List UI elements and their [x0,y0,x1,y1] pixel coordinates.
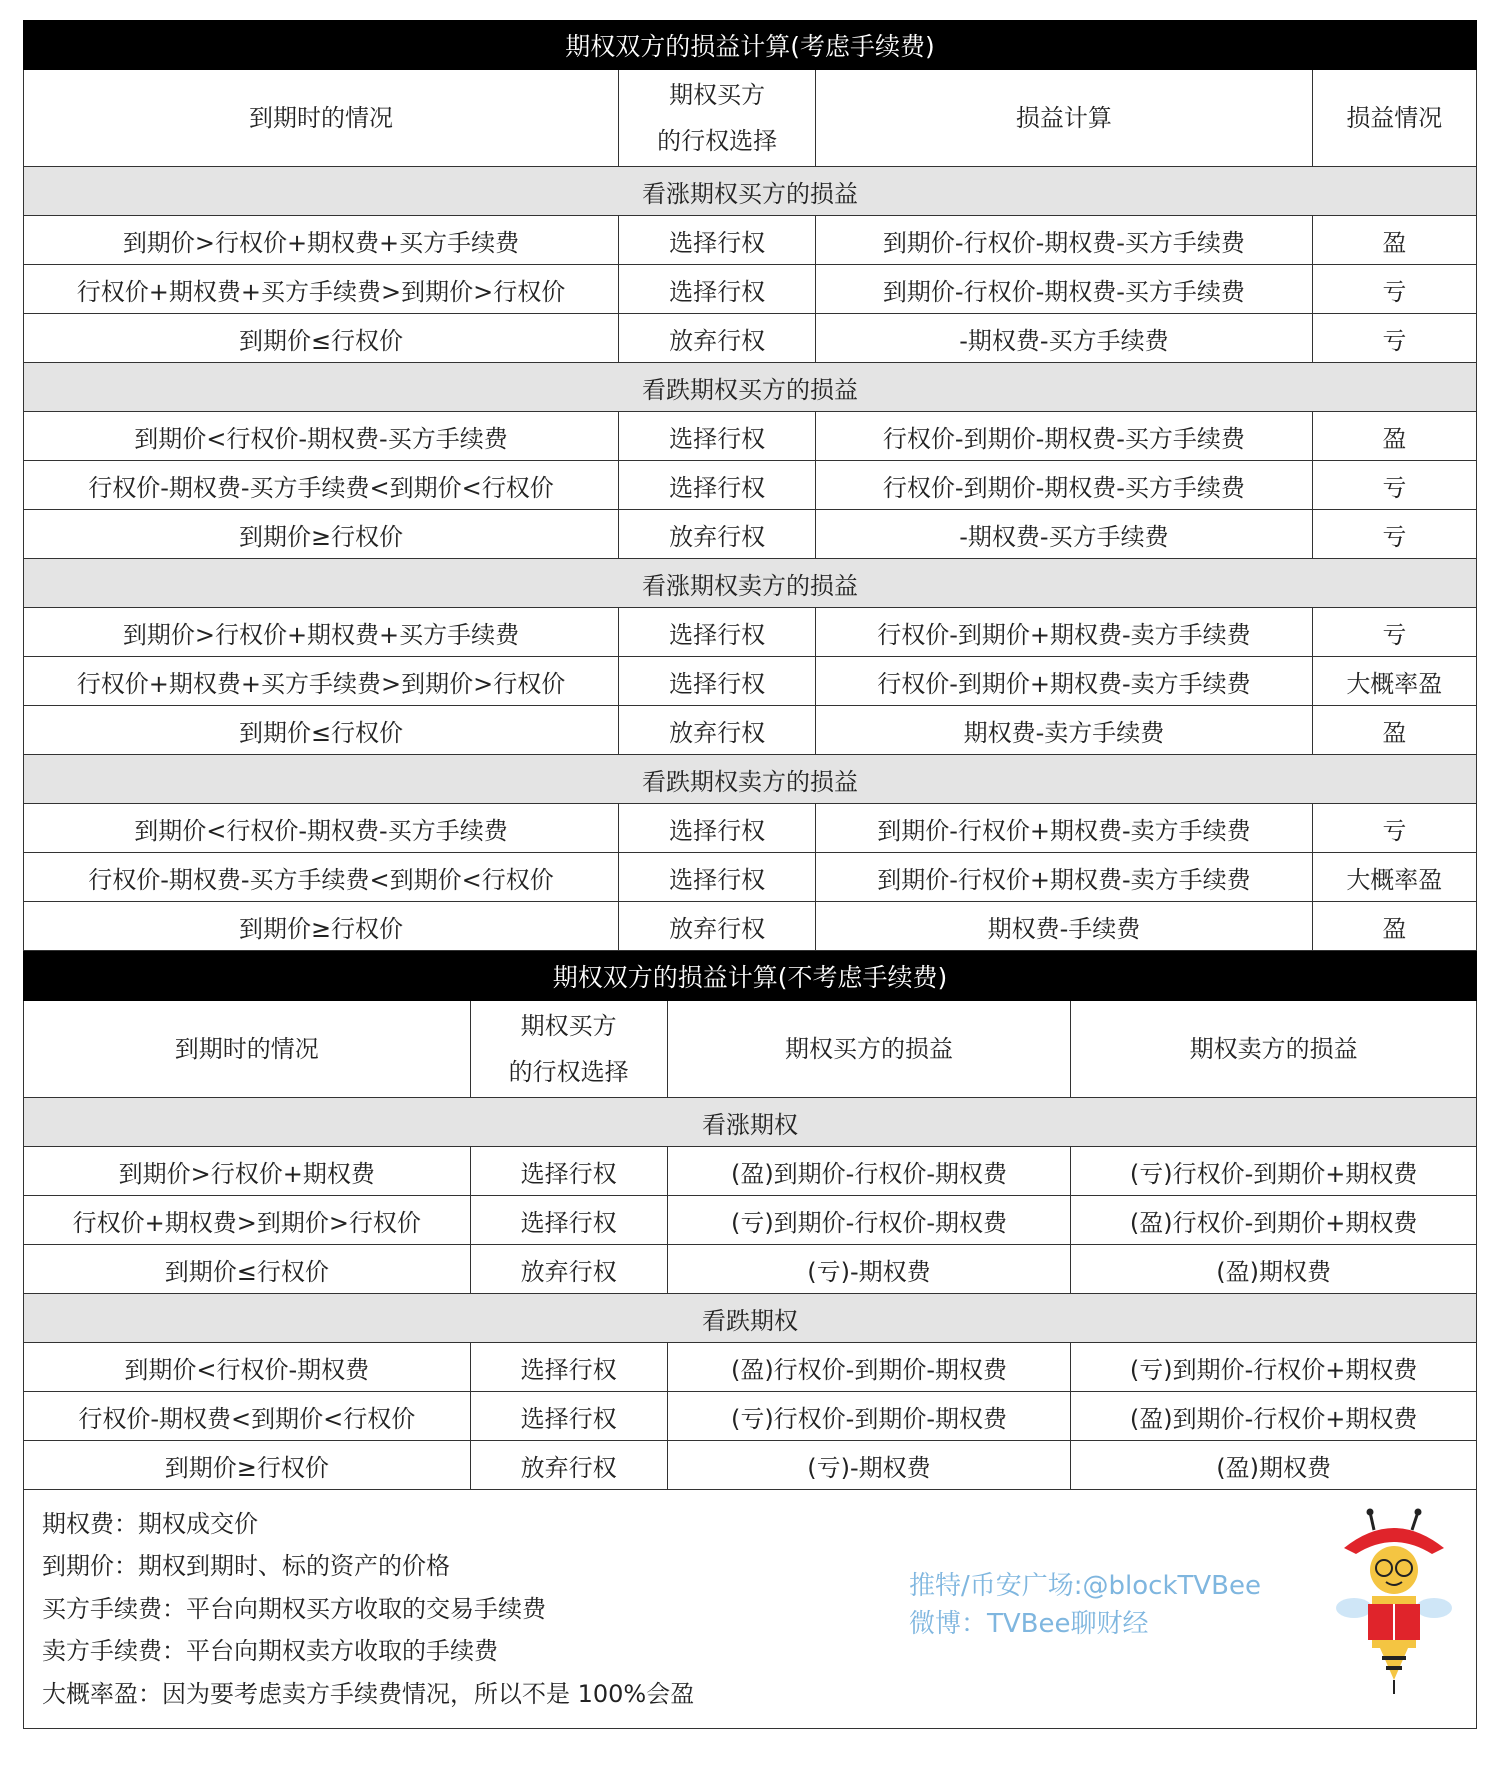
table-row [24,1392,1477,1441]
table-cell: (亏)-期权费 [667,1441,1070,1490]
table-cell: (盈)期权费 [1071,1245,1477,1294]
table-cell: 到期价≤行权价 [24,1245,471,1294]
note-line: 卖方手续费：平台向期权卖方收取的手续费 [42,1637,498,1665]
table-row [24,608,1477,657]
weibo-credit: 微博：TVBee聊财经 [909,1609,1149,1639]
table-cell: 到期价≤行权价 [24,314,619,363]
table-cell: (亏)到期价-行权价-期权费 [667,1196,1070,1245]
table-cell: (亏)行权价-到期价-期权费 [667,1392,1070,1441]
notes-panel [23,1490,1477,1729]
table-cell: (亏)到期价-行权价+期权费 [1071,1343,1477,1392]
section-title: 看涨期权卖方的损益 [24,559,1477,608]
note-line: 大概率盈：因为要考虑卖方手续费情况，所以不是 100%会盈 [42,1680,695,1708]
table-cell: 到期价>行权价+期权费+买方手续费 [24,608,619,657]
table-cell: -期权费-买方手续费 [816,314,1312,363]
table-cell: 选择行权 [619,853,816,902]
section-title: 看跌期权卖方的损益 [24,755,1477,804]
table-cell: 行权价+期权费>到期价>行权价 [24,1196,471,1245]
header-row [24,70,1477,167]
table-cell: 大概率盈 [1312,657,1476,706]
table-cell: 到期价-行权价+期权费-卖方手续费 [816,804,1312,853]
section-row [24,755,1477,804]
section-row [24,1294,1477,1343]
table-cell: 到期价<行权价-期权费 [24,1343,471,1392]
table-cell: 选择行权 [470,1392,667,1441]
table-cell: (盈)到期价-行权价-期权费 [667,1147,1070,1196]
table-cell: 放弃行权 [619,314,816,363]
table-cell: 到期价≥行权价 [24,1441,471,1490]
table-cell: 亏 [1312,265,1476,314]
twitter-credit: 推特/币安广场:@blockTVBee [909,1571,1262,1601]
table-cell: 盈 [1312,902,1476,951]
table-cell: 放弃行权 [619,706,816,755]
table-cell: 行权价-期权费-买方手续费<到期价<行权价 [24,461,619,510]
table-cell: 放弃行权 [619,902,816,951]
table-row [24,1343,1477,1392]
table-row [24,216,1477,265]
table-cell: 选择行权 [619,412,816,461]
table-cell: 盈 [1312,706,1476,755]
table-row [24,265,1477,314]
table-row [24,706,1477,755]
section-row [24,363,1477,412]
table-without-fees [23,951,1477,1490]
table-cell: (亏)-期权费 [667,1245,1070,1294]
note-line: 到期价：期权到期时、标的资产的价格 [42,1552,450,1580]
table-cell: 亏 [1312,510,1476,559]
table-cell: 到期价≥行权价 [24,510,619,559]
table-cell: 选择行权 [470,1343,667,1392]
table-cell: 行权价-到期价+期权费-卖方手续费 [816,657,1312,706]
table-cell: 行权价-到期价+期权费-卖方手续费 [816,608,1312,657]
section-title: 看涨期权 [24,1098,1477,1147]
table-cell: 放弃行权 [470,1245,667,1294]
section-title: 看涨期权买方的损益 [24,167,1477,216]
table-cell: 选择行权 [619,461,816,510]
table-row [24,510,1477,559]
table-cell: (盈)到期价-行权价+期权费 [1071,1392,1477,1441]
table-cell: 亏 [1312,804,1476,853]
header-cell: 损益计算 [816,70,1312,167]
table-row [24,461,1477,510]
table-cell: 盈 [1312,216,1476,265]
note-line: 买方手续费：平台向期权买方收取的交易手续费 [42,1595,546,1623]
table-cell: 到期价<行权价-期权费-买方手续费 [24,804,619,853]
table-cell: 行权价-期权费<到期价<行权价 [24,1392,471,1441]
table-without-fees-body [24,952,1477,1490]
table-cell: 放弃行权 [470,1441,667,1490]
table-cell: 到期价≤行权价 [24,706,619,755]
header-cell: 期权卖方的损益 [1071,1001,1477,1098]
table-cell: 到期价-行权价+期权费-卖方手续费 [816,853,1312,902]
table-cell: 行权价-到期价-期权费-买方手续费 [816,461,1312,510]
table-cell: 行权价+期权费+买方手续费>到期价>行权价 [24,265,619,314]
table-row [24,1441,1477,1490]
table-row [24,1147,1477,1196]
table-with-fees-body [24,21,1477,951]
section-row [24,167,1477,216]
table-cell: 放弃行权 [619,510,816,559]
table-cell: 到期价-行权价-期权费-买方手续费 [816,216,1312,265]
note-line: 期权费：期权成交价 [42,1510,258,1538]
table-cell: (盈)期权费 [1071,1441,1477,1490]
table-cell: 到期价≥行权价 [24,902,619,951]
table-cell: 到期价<行权价-期权费-买方手续费 [24,412,619,461]
table-cell: 选择行权 [470,1196,667,1245]
table-cell: 行权价+期权费+买方手续费>到期价>行权价 [24,657,619,706]
table-cell: 选择行权 [619,804,816,853]
table-cell: 亏 [1312,608,1476,657]
table-cell: 亏 [1312,314,1476,363]
table-row [24,1196,1477,1245]
table-row [24,1245,1477,1294]
table-cell: 期权费-手续费 [816,902,1312,951]
header-cell: 期权买方的损益 [667,1001,1070,1098]
table-row [24,804,1477,853]
document [23,20,1477,1729]
header-cell: 到期时的情况 [24,1001,471,1098]
bee-mascot-icon [1334,1508,1454,1698]
table-row [24,412,1477,461]
table-cell: 期权费-卖方手续费 [816,706,1312,755]
table-row [24,314,1477,363]
table-cell: 选择行权 [470,1147,667,1196]
table-cell: 行权价-期权费-买方手续费<到期价<行权价 [24,853,619,902]
header-cell: 损益情况 [1312,70,1476,167]
section-title: 看跌期权买方的损益 [24,363,1477,412]
table-cell: -期权费-买方手续费 [816,510,1312,559]
header-row [24,1001,1477,1098]
table-cell: 到期价-行权价-期权费-买方手续费 [816,265,1312,314]
table-row [24,902,1477,951]
header-cell: 到期时的情况 [24,70,619,167]
table-with-fees [23,20,1477,951]
section-row [24,1098,1477,1147]
table-cell: 选择行权 [619,608,816,657]
table-cell: (盈)行权价-到期价-期权费 [667,1343,1070,1392]
header-cell: 期权买方 的行权选择 [470,1001,667,1098]
table-cell: 亏 [1312,461,1476,510]
table-cell: 行权价-到期价-期权费-买方手续费 [816,412,1312,461]
section-title: 看跌期权 [24,1294,1477,1343]
table-row [24,657,1477,706]
table-row [24,853,1477,902]
table-cell: (盈)行权价-到期价+期权费 [1071,1196,1477,1245]
table-cell: 选择行权 [619,216,816,265]
header-cell: 期权买方 的行权选择 [619,70,816,167]
table-cell: 盈 [1312,412,1476,461]
table-cell: 选择行权 [619,265,816,314]
table-cell: 到期价>行权价+期权费 [24,1147,471,1196]
table-cell: 大概率盈 [1312,853,1476,902]
section-row [24,559,1477,608]
table-cell: 到期价>行权价+期权费+买方手续费 [24,216,619,265]
table-cell: 选择行权 [619,657,816,706]
table-cell: (亏)行权价-到期价+期权费 [1071,1147,1477,1196]
table-title: 期权双方的损益计算(考虑手续费) [24,21,1477,70]
table-title: 期权双方的损益计算(不考虑手续费) [24,952,1477,1001]
